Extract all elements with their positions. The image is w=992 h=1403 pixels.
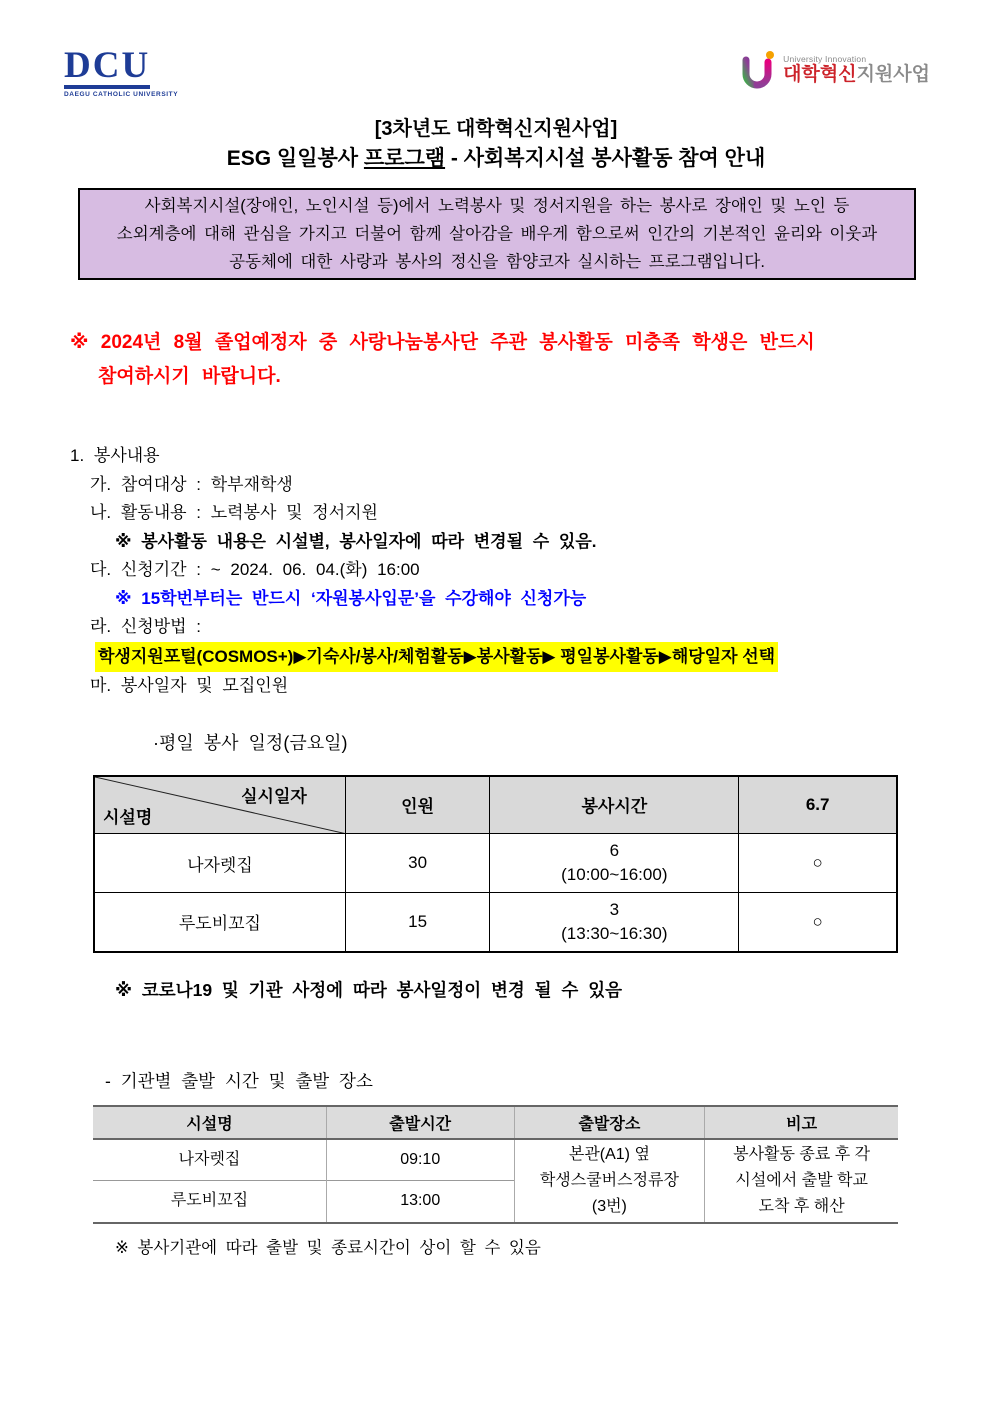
graduation-notice-line1: ※ 2024년 8월 졸업예정자 중 사랑나눔봉사단 주관 봉사활동 미충족 학생은 반드시 [70,332,815,353]
header-date-label: 실시일자 [241,786,307,806]
facility-hours [490,893,739,952]
availability-mark: ○ [739,834,897,893]
note-activity-change: ※ 봉사활동 내용은 시설별, 봉사일자에 따라 변경될 수 있음. [115,531,597,551]
hours-time-range: (13:30~16:30) [561,923,668,943]
graduation-notice [70,326,932,394]
dep-place [514,1139,705,1223]
header-date: 6.7 [739,776,897,834]
departure-table-wrap [93,1105,992,1224]
intro-line2: 소외계층에 대해 관심을 가지고 더불어 함께 살아감을 배우게 함으로써 인간의 기본적인 윤리와 이웃과 [116,225,878,243]
dep-remark-line1: 봉사활동 종료 후 각 [733,1145,871,1163]
table-row [93,1139,898,1181]
departure-time-note: ※ 봉사기관에 따라 출발 및 종료시간이 상이 할 수 있음 [115,1238,541,1257]
schedule-table-wrap [93,775,992,953]
facility-name: 루도비꼬집 [94,893,345,952]
dep-place-line1: 본관(A1) 옆 [568,1145,650,1163]
diagonal-header-cell [94,776,345,834]
list-item-na: 나. 활동내용 : 노력봉사 및 정서지원 [90,503,378,522]
dep-remark [705,1139,898,1223]
title-line2-prefix: ESG 일일봉사 [226,147,364,170]
dep-facility-name: 나자렛집 [178,1150,241,1168]
dep-place-line2: 학생스쿨버스정류장 [539,1171,679,1189]
list-item-da: 다. 신청기간 : ~ 2024. 06. 04.(화) 16:00 [90,560,420,579]
departure-header-row [93,1106,898,1139]
dcu-logo [64,45,179,98]
hours-value: 6 [609,841,620,860]
university-innovation-small-text: University Innovation [783,54,867,64]
innovation-gray-text: 지원사업 [856,64,930,85]
dep-remark-line3: 도착 후 해산 [758,1197,845,1215]
hours-time-range: (10:00~16:00) [561,865,668,884]
header-facility-label: 시설명 [103,808,153,827]
dep-time: 13:00 [326,1181,514,1223]
schedule-table-header-row [94,776,897,834]
weekday-schedule-label: ·평일 봉사 일정(금요일) [153,732,348,753]
header-count: 인원 [345,776,490,834]
university-innovation-logo-icon [739,50,779,94]
title-line2 [0,144,992,174]
dep-time: 09:10 [326,1139,514,1181]
facility-name: 나자렛집 [94,834,345,893]
program-intro-box [78,188,916,280]
dep-header-time: 출발시간 [326,1106,514,1139]
schedule-table [93,775,898,953]
dcu-logo-subtext: DAEGU CATHOLIC UNIVERSITY [64,91,179,98]
facility-count: 30 [345,834,490,893]
list-item-ga: 가. 참여대상 : 학부재학생 [90,474,293,494]
title-line2-suffix: - 사회복지시설 봉사활동 참여 안내 [445,147,766,170]
dcu-logo-text: DCU [64,48,150,89]
title-line2-underlined: 프로그램 [363,147,446,170]
facility-hours [490,834,739,893]
dep-header-place: 출발장소 [514,1106,705,1139]
intro-line1: 사회복지시설(장애인, 노인시설 등)에서 노력봉사 및 정서지원을 하는 봉사로 장애인 및 노인 등 [144,197,850,215]
application-path-highlight: 학생지원포털(COSMOS+)▶기숙사/봉사/체험활동▶봉사활동▶ 평일봉사활동▶해당일자 선택 [95,642,778,673]
dep-remark-line2: 시설에서 출발 학교 [735,1171,868,1189]
list-item-ma: 마. 봉사일자 및 모집인원 [90,676,289,695]
covid-note: ※ 코로나19 및 기관 사정에 따라 봉사일정이 변경 될 수 있음 [115,979,623,1000]
header [0,45,992,108]
volunteer-content-list [70,442,992,701]
intro-line3: 공동체에 대한 사랑과 봉사의 정신을 함양코자 실시하는 프로그램입니다. [229,253,765,271]
university-innovation-logo-texts [783,50,930,85]
application-path-line [95,642,992,673]
facility-count: 15 [345,893,490,952]
university-innovation-logo [739,50,930,94]
dep-facility-name: 루도비꼬집 [93,1181,326,1223]
dep-header-facility: 시설명 [93,1106,326,1139]
header-hours: 봉사시간 [490,776,739,834]
table-row [94,834,897,893]
title-line1: [3차년도 대학혁신지원사업] [374,118,618,140]
dep-place-line3: (3번) [591,1197,627,1215]
document-title [0,114,992,174]
list-item-ra: 라. 신청방법 : [90,617,202,636]
departure-table [93,1105,898,1224]
note-course-requirement: ※ 15학번부터는 반드시 ‘자원봉사입문’을 수강해야 신청가능 [115,588,587,608]
departure-section-title: - 기관별 출발 시간 및 출발 장소 [105,1070,373,1091]
university-innovation-main-text [783,64,930,85]
graduation-notice-line2: 참여하시기 바랍니다. [98,366,281,387]
dep-header-remark: 비고 [705,1106,898,1139]
innovation-red-text: 대학혁신 [783,64,857,85]
availability-mark: ○ [739,893,897,952]
hours-value: 3 [609,899,620,919]
table-row [94,893,897,952]
list-item-1: 1. 봉사내용 [70,446,160,465]
